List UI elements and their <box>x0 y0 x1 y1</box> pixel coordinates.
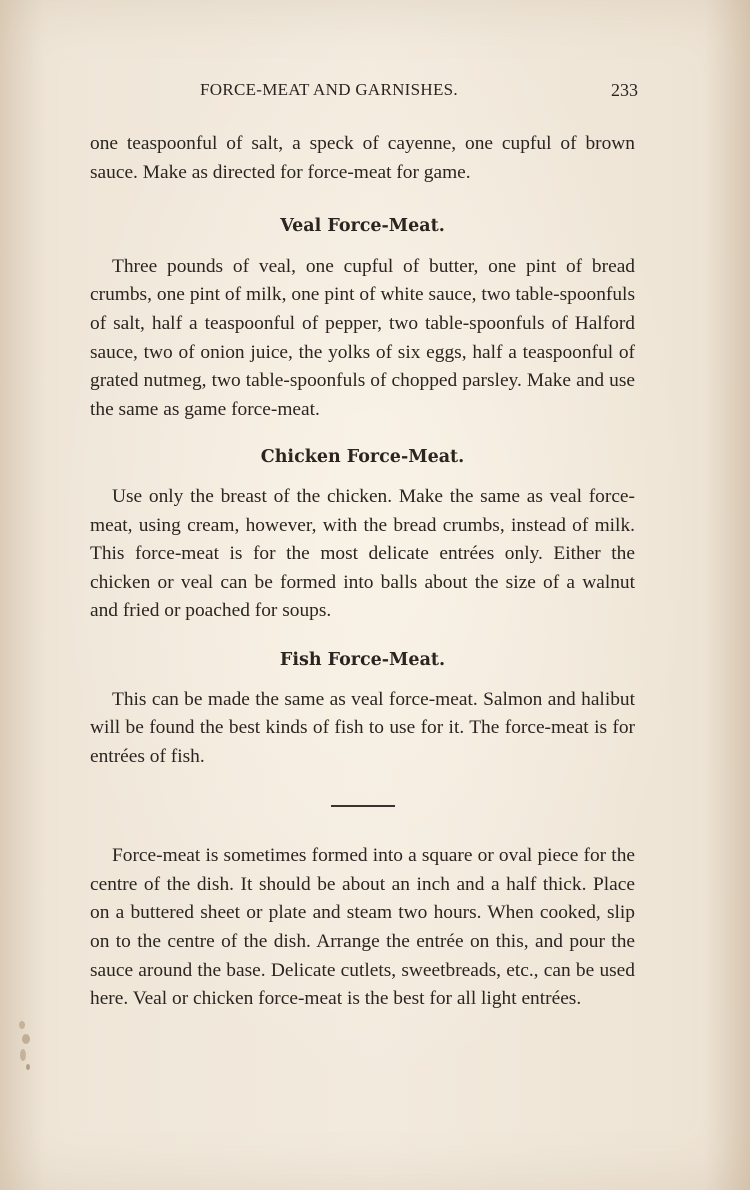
veal-force-meat-heading: Veal Force-Meat. <box>280 216 445 237</box>
veal-force-meat-paragraph: Three pounds of veal, one cupful of butter, one pint of bread crumbs, one pint of milk, one pint of white sauce, two table-spoonfuls of salt, half a teaspoonful of pepper, two table-spoonfuls of Halford sauce, two of onion juice, the yolks of six eggs, half a teaspoonful of grated nutmeg, two table-spoonfuls of chopped parsley. Make and use the same as game force-meat. <box>90 255 635 420</box>
intro-paragraph: one teaspoonful of salt, a speck of cayenne, one cupful of brown sauce. Make as directed for force-meat for game. <box>90 133 635 183</box>
page-number: 233 <box>611 80 638 100</box>
fish-force-meat-heading: Fish Force-Meat. <box>279 649 446 670</box>
paper-stain <box>14 1015 36 1075</box>
chicken-force-meat-heading: Chicken Force-Meat. <box>260 447 465 468</box>
running-title: FORCE-MEAT AND GARNISHES. <box>200 80 458 99</box>
final-paragraph: Force-meat is sometimes formed into a square or oval piece for the centre of the dish. It should be about an inch and a half thick. Place on a buttered sheet or plate and steam two hours. When cooked, slip on to the centre of the dish. Arrange the entrée on this, and pour the sauce around the base. Delicate cutlets, sweetbreads, etc., can be used here. Veal or chicken force-meat is the best for all light entrées. <box>90 845 635 1010</box>
chicken-force-meat-paragraph: Use only the breast of the chicken. Make the same as veal force-meat, using cream, however, with the bread crumbs, instead of milk. This force-meat is for the most delicate entrées only. Either the chicken or veal can be formed into balls about the size of a walnut and fried or poached for soups. <box>90 485 635 622</box>
page-body <box>90 130 635 1014</box>
fish-force-meat-paragraph: This can be made the same as veal force-meat. Salmon and halibut will be found the best kinds of fish to use for it. The force-meat is for entrées of fish. <box>90 688 635 767</box>
section-divider <box>331 805 395 807</box>
running-head <box>90 80 638 108</box>
